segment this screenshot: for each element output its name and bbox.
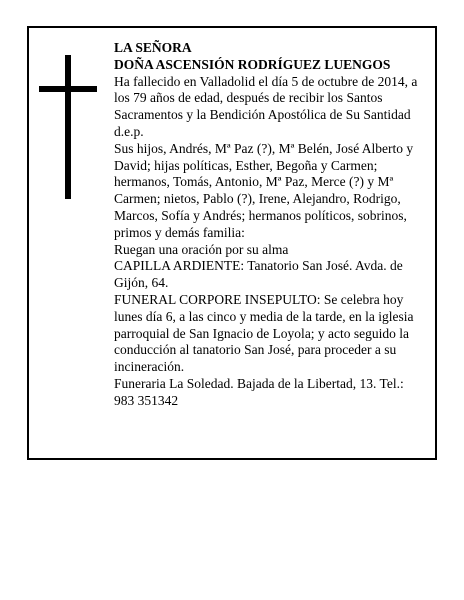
cross-icon [39, 55, 97, 199]
prayer-request: Ruegan una oración por su alma [114, 241, 289, 257]
cross-vertical-bar [65, 55, 71, 199]
obituary-notice [27, 26, 437, 460]
chapel-info: CAPILLA ARDIENTE: Tanatorio San José. Avda. de Gijón, 64. [114, 258, 403, 291]
death-announcement: Ha fallecido en Valladolid el día 5 de octubre de 2014, a los 79 años de edad, después de recibir los Santos Sacramentos y la Bendición Apostólica de Su Santidad d.e.p. [114, 73, 418, 139]
notice-body [114, 40, 424, 410]
funeral-info: FUNERAL CORPORE INSEPULTO: Se celebra hoy lunes día 6, a las cinco y media de la tarde, en la iglesia parroquial de San Ignacio de Loyola; y acto seguido la conducción al tanatorio San José, para proceder a su incineración. [114, 291, 414, 375]
family-list: Sus hijos, Andrés, Mª Paz (?), Mª Belén, José Alberto y David; hijas políticas, Esther, Begoña y Carmen; hermanos, Tomás, Antonio, Mª Paz, Merce (?) y Mª Carmen; nietos, Pablo (?), Irene, Alejandro, Rodrigo, Marcos, Sofía y Andrés; hermanos políticos, sobrinos, primos y demás familia: [114, 140, 414, 240]
cross-horizontal-bar [39, 86, 97, 92]
deceased-name: DOÑA ASCENSIÓN RODRÍGUEZ LUENGOS [114, 56, 391, 72]
funeral-home-info: Funeraria La Soledad. Bajada de la Libertad, 13. Tel.: 983 351342 [114, 375, 404, 408]
notice-title: LA SEÑORA [114, 40, 192, 55]
